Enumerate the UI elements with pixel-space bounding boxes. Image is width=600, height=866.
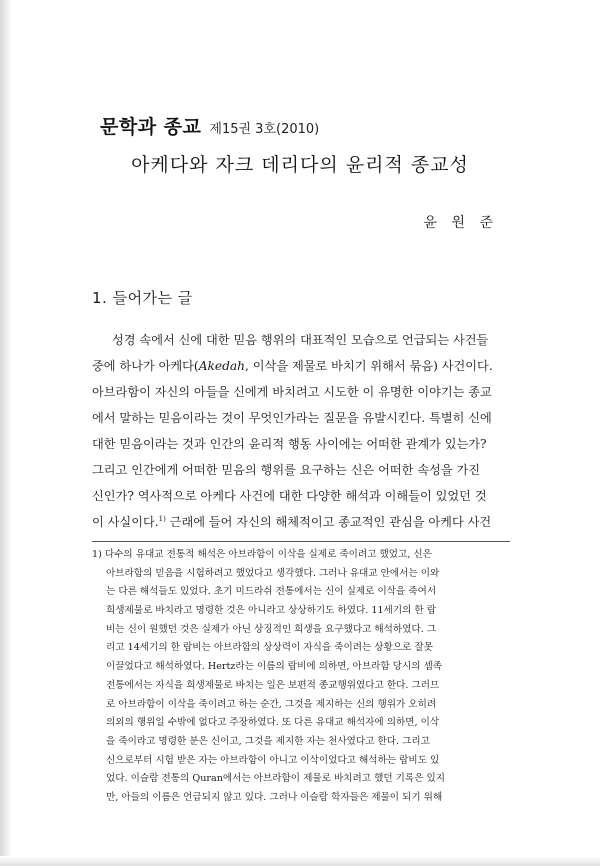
- footnote-line: 로 아브라함이 이삭을 죽이려고 하는 순간, 그것을 제지하는 신의 행위가 오히려: [106, 698, 437, 710]
- footnote: [92, 546, 512, 808]
- footnote-reference[interactable]: 1): [158, 514, 166, 523]
- footnote-line: 전통에서는 자식을 희생제물로 바치는 일은 보편적 종교행위였다고 한다. 그러므: [106, 679, 440, 691]
- body-line: 그리고 인간에게 어떠한 믿음의 행위를 요구하는 신은 어떠한 속성을 가진: [92, 463, 481, 477]
- body-line: 대한 믿음이라는 것과 인간의 윤리적 행동 사이에는 어떠한 관계가 있는가?: [92, 437, 487, 451]
- body-line-last: [92, 509, 510, 535]
- journal-logo: 문학과 종교: [100, 116, 202, 138]
- footnote-line: 을 죽이라고 명령한 분은 신이고, 그것을 제지한 자는 천사였다고 한다. 그리고: [106, 735, 430, 747]
- journal-header: [100, 112, 319, 139]
- footnote-line: 1) 다수의 유대교 전통적 해석은 아브라함이 이삭을 실제로 죽이려고 했었고, 신은: [92, 549, 432, 560]
- section-heading: 1. 들어가는 글: [92, 289, 193, 307]
- journal-issue: 제15권 3호(2010): [209, 122, 320, 137]
- body-line-start: 이 사실이다.: [92, 515, 159, 529]
- footnote-divider: [92, 541, 510, 542]
- footnote-line: 비는 신이 원했던 것은 실제가 아닌 상징적인 희생을 요구했다고 해석하였다. 그: [106, 623, 437, 635]
- body-text: [92, 327, 510, 535]
- footnote-line: 만, 아들의 이름은 언급되지 않고 있다. 그러나 이슬람 학자들은 제물이 되기 위해: [106, 791, 443, 803]
- footnote-line: 신으로부터 시험 받은 자는 아브라함이 아니고 이삭이었다고 해석하는 랍비도 있: [106, 754, 440, 766]
- article-title: 아케다와 자크 데리다의 윤리적 종교성: [131, 154, 469, 176]
- body-line: 중에 하나가 아케다(Akedah, 이삭을 제물로 바치기 위해서 묶음) 사건이다.: [92, 359, 493, 373]
- body-line: 에서 말하는 믿음이라는 것이 무엇인가라는 질문을 유발시킨다. 특별히 신에: [92, 411, 492, 425]
- footnote-line: 리고 14세기의 한 랍비는 아브라함의 상상력이 자식을 죽이려는 상황으로 잘못: [106, 642, 433, 654]
- footnote-line: 이끌었다고 해석하였다. Hertz라는 이름의 랍비에 의하면, 아브라함 당시의 셈족: [106, 661, 443, 673]
- scan-bottom-edge-shadow: [0, 856, 600, 866]
- footnote-line: 의외의 행위일 수밖에 없다고 주장하였다. 또 다른 유대교 해석자에 의하면, 이삭: [106, 717, 440, 729]
- article-author: 윤 원 준: [423, 215, 498, 231]
- scan-left-edge-shadow: [0, 0, 12, 866]
- footnote-line: 아브라함의 믿음을 시험하려고 했었다고 생각했다. 그러나 유대교 안에서는 이와: [106, 567, 440, 579]
- body-line: 아브라함이 자신의 아들을 신에게 바치려고 시도한 이 유명한 이야기는 종교: [92, 385, 492, 399]
- footnote-line: 었다. 이슬람 전통의 Quran에서는 아브라함이 제물로 바치려고 했던 기록은 있지: [106, 773, 446, 785]
- body-line: 성경 속에서 신에 대한 믿음 행위의 대표적인 모습으로 언급되는 사건들: [112, 333, 489, 347]
- body-line-tail: 근래에 들어 자신의 해체적이고 종교적인 관심을 아케다 사건: [165, 515, 492, 529]
- footnote-line: 는 다른 해석들도 있었다. 초기 미드라쉬 전통에서는 신이 실제로 이삭을 죽여서: [106, 586, 437, 598]
- footnote-line: 희생제물로 바치라고 명령한 것은 아니라고 상상하기도 하였다. 11세기의 한 랍: [106, 605, 436, 617]
- body-line: 신인가? 역사적으로 아케다 사건에 대한 다양한 해석과 이해들이 있었던 것: [92, 489, 487, 503]
